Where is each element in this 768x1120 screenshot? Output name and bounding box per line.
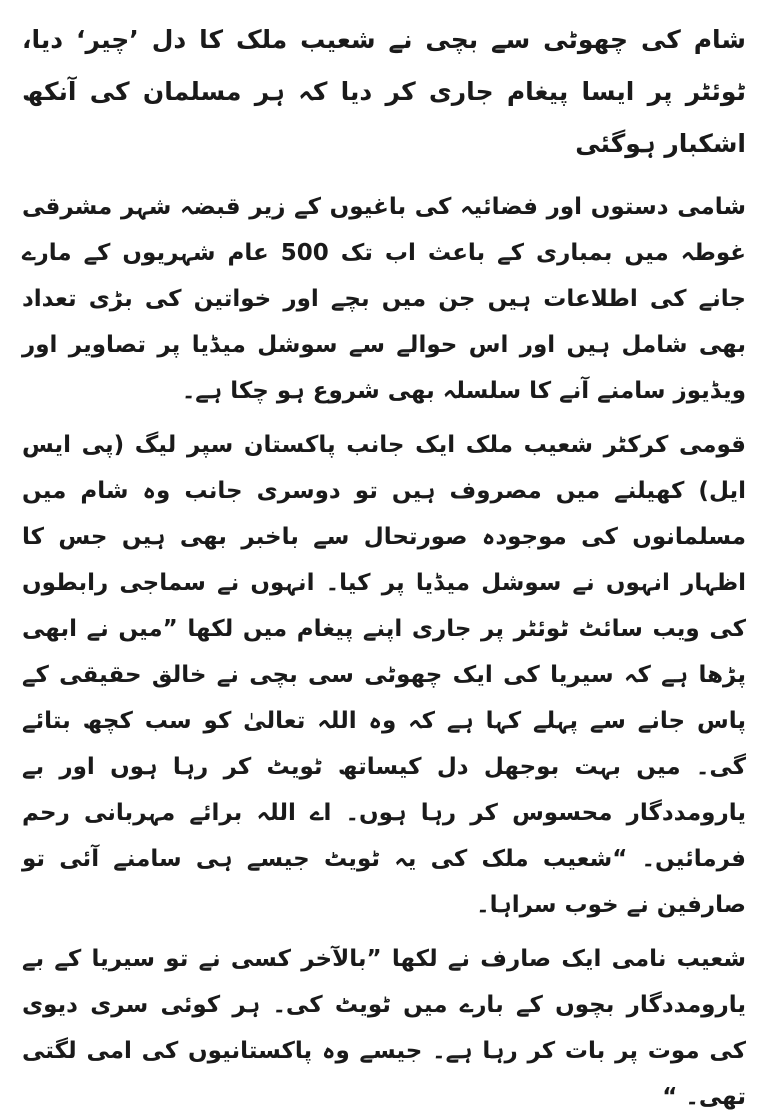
- article-paragraph-2: قومی کرکٹر شعیب ملک ایک جانب پاکستان سپر لیگ (پی ایس ایل) کھیلنے میں مصروف ہیں تو دوسری جانب وہ شام میں مسلمانوں کی موجودہ صورتحال سے باخبر بھی ہیں جس کا اظہار انہوں نے سوشل میڈیا پر کیا۔ انہوں نے سماجی رابطوں کی ویب سائٹ ٹوئٹر پر جاری اپنے پیغام میں لکھا ”میں نے ابھی پڑھا ہے کہ سیریا کی ایک چھوٹی سی بچی نے خالق حقیقی کے پاس جانے سے پہلے کہا ہے کہ وہ اللہ تعالیٰ کو سب کچھ بتائے گی۔ میں بہت بوجھل دل کیساتھ ٹویٹ کر رہا ہوں اور بے یارومددگار محسوس کر رہا ہوں۔ اے اللہ برائے مہربانی رحم فرمائیں۔ “شعیب ملک کی یہ ٹویٹ جیسے ہی سامنے آئی تو صارفین نے خوب سراہا۔: [22, 432, 746, 918]
- article-headline: شام کی چھوٹی سے بچی نے شعیب ملک کا دل ’چیر‘ دیا، ٹوئٹر پر ایسا پیغام جاری کر دیا کہ ہر مسلمان کی آنکھ اشکبار ہوگئی: [22, 25, 746, 158]
- article-paragraph-1: شامی دستوں اور فضائیہ کی باغیوں کے زیر قبضہ شہر مشرقی غوطہ میں بمباری کے باعث اب تک 500 عام شہریوں کے مارے جانے کی اطلاعات ہیں جن میں بچے اور خواتین کی بڑی تعداد بھی شامل ہیں اور اس حوالے سے سوشل میڈیا پر تصاویر اور ویڈیوز سامنے آنے کا سلسلہ بھی شروع ہو چکا ہے۔: [22, 194, 746, 404]
- article-paragraph-3: شعیب نامی ایک صارف نے لکھا ”بالآخر کسی نے تو سیریا کے بے یارومددگار بچوں کے بارے میں ٹویٹ کی۔ ہر کوئی سری دیوی کی موت پر بات کر رہا ہے۔ جیسے وہ پاکستانیوں کی امی لگتی تھی۔ “: [22, 946, 746, 1110]
